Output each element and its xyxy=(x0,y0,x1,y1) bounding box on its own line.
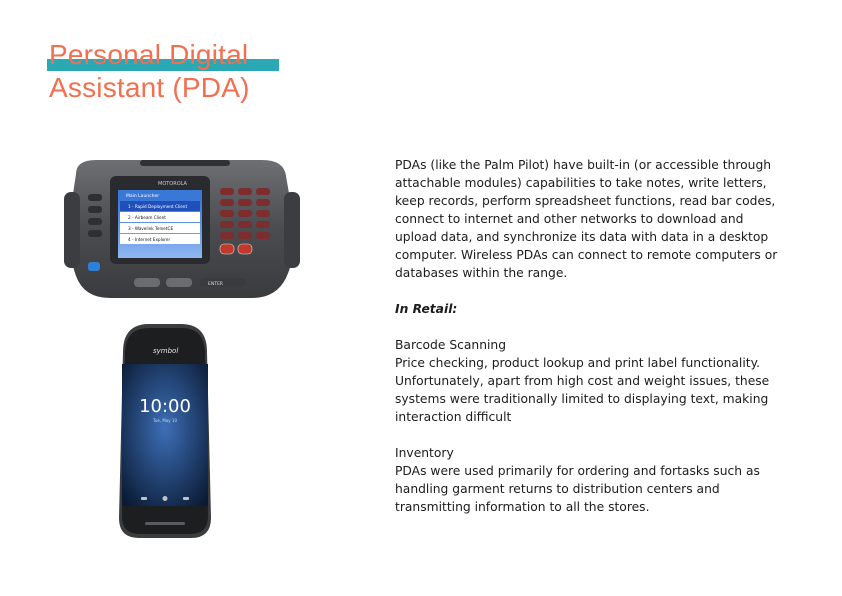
device1-enter-text: ENTER xyxy=(208,282,223,287)
device2-brand-text: symbol xyxy=(153,347,179,355)
device1-screen-item-4: 4 - Internet Explorer xyxy=(128,237,171,242)
device1-brand-text: MOTOROLA xyxy=(158,181,187,187)
intro-paragraph: PDAs (like the Palm Pilot) have built-in (or accessible through attachable modules) capabilities to take notes, write letters, keep records, perform spreadsheet functions, read bar codes, connect to internet and other networks to download and upload data, and synchronize its data with data in a desktop computer. Wireless PDAs can connect to remote computers or databases within the range. xyxy=(395,158,778,280)
section-title-barcode: Barcode Scanning xyxy=(395,338,507,352)
device1-screen-item-3: 3 - Wavelink TelnetCE xyxy=(128,226,174,231)
retail-heading: In Retail: xyxy=(395,302,458,316)
device2-date-text: Tue, May 10 xyxy=(152,418,178,423)
content-column xyxy=(395,156,780,516)
section-body-inventory: PDAs were used primarily for ordering and fortasks such as handling garment returns to distribution centers and transmitting information to all the stores. xyxy=(395,464,760,514)
handheld-pda-image xyxy=(113,322,217,540)
page-title xyxy=(49,38,339,104)
device1-screen-item-2: 2 - Airbeam Client xyxy=(128,215,166,220)
section-title-inventory: Inventory xyxy=(395,446,454,460)
wrist-pda-image xyxy=(62,152,302,302)
title-line-2: Assistant (PDA) xyxy=(49,72,250,103)
device1-screen-header: Main Launcher xyxy=(126,194,160,199)
title-line-1: Personal Digital xyxy=(49,39,249,70)
device1-screen-item-1: 1 - Rapid Deployment Client xyxy=(128,204,188,209)
section-body-barcode: Price checking, product lookup and print label functionality. Unfortunately, apart from high cost and weight issues, these systems were traditionally limited to displaying text, making interaction difficult xyxy=(395,356,770,424)
device2-clock-text: 10:00 xyxy=(139,396,191,417)
